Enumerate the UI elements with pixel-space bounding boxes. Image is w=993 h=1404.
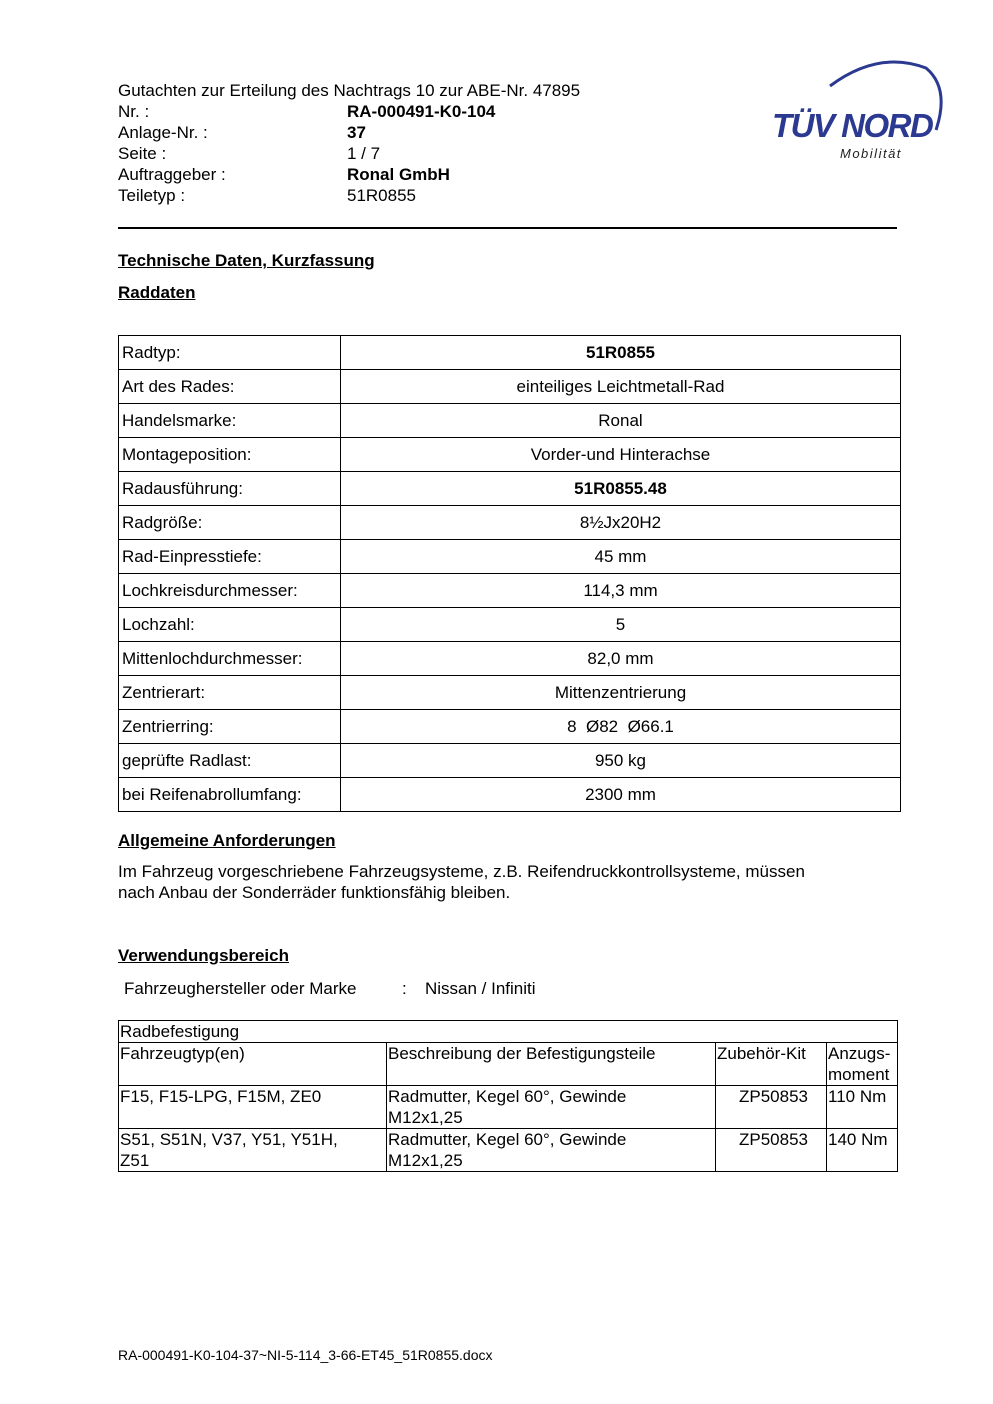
row-value: 8½Jx20H2: [341, 506, 901, 540]
header-row-anlage: [118, 122, 678, 143]
accessory-kit-cell: ZP50853: [716, 1086, 827, 1129]
header-row-seite: [118, 143, 678, 164]
row-label: geprüfte Radlast:: [119, 744, 341, 778]
header-label: Anlage-Nr. :: [118, 123, 208, 142]
header-label: Nr. :: [118, 102, 150, 121]
paragraph-line: Im Fahrzeug vorgeschriebene Fahrzeugsysteme, z.B. Reifendruckkontrollsysteme, müssen: [118, 862, 805, 881]
vehicle-type-cell: [119, 1086, 387, 1129]
row-value: 114,3 mm: [341, 574, 901, 608]
row-label: Radtyp:: [119, 336, 341, 370]
table-row: [119, 574, 901, 608]
row-value: 82,0 mm: [341, 642, 901, 676]
document-footer-filename: RA-000491-K0-104-37~NI-5-114_3-66-ET45_51R0855.docx: [118, 1347, 493, 1363]
table-row: [119, 778, 901, 812]
row-value: 8 Ø82 Ø66.1: [341, 710, 901, 744]
heading-verwendungsbereich: Verwendungsbereich: [118, 946, 289, 965]
header-value: 1 / 7: [347, 144, 381, 163]
heading-technische-daten: Technische Daten, Kurzfassung: [118, 251, 375, 270]
table-row: [119, 370, 901, 404]
description-cell: [387, 1129, 716, 1172]
header-value: Ronal GmbH: [347, 165, 450, 184]
table-row: [119, 472, 901, 506]
description-cell: [387, 1086, 716, 1129]
row-label: bei Reifenabrollumfang:: [119, 778, 341, 812]
table-caption: Radbefestigung: [119, 1021, 898, 1043]
header-torque: [827, 1043, 898, 1086]
table-row: [119, 438, 901, 472]
row-label: Handelsmarke:: [119, 404, 341, 438]
row-label: Lochkreisdurchmesser:: [119, 574, 341, 608]
header-torque-line: moment: [828, 1065, 890, 1084]
wheel-data-table: [118, 335, 901, 812]
table-row: [119, 506, 901, 540]
header-row-nr: [118, 101, 678, 122]
cell-line: F15, F15-LPG, F15M, ZE0: [120, 1087, 322, 1106]
header-divider: [118, 227, 897, 229]
paragraph-line: nach Anbau der Sonderräder funktionsfähig bleiben.: [118, 883, 511, 902]
row-value: einteiliges Leichtmetall-Rad: [341, 370, 901, 404]
header-vehicle-type: Fahrzeugtyp(en): [119, 1043, 387, 1086]
row-label: Radausführung:: [119, 472, 341, 506]
row-label: Art des Rades:: [119, 370, 341, 404]
table-row: [119, 676, 901, 710]
row-value: 51R0855.48: [341, 472, 901, 506]
torque-cell: 140 Nm: [827, 1129, 898, 1172]
row-value: Vorder-und Hinterachse: [341, 438, 901, 472]
table-row: [119, 404, 901, 438]
row-label: Lochzahl:: [119, 608, 341, 642]
table-row: [119, 744, 901, 778]
table-caption-row: [119, 1021, 898, 1043]
table-row: [119, 1129, 898, 1172]
document-title: Gutachten zur Erteilung des Nachtrags 10 zur ABE-Nr. 47895: [118, 81, 581, 100]
row-label: Radgröße:: [119, 506, 341, 540]
accessory-kit-cell: ZP50853: [716, 1129, 827, 1172]
header-row-auftraggeber: [118, 164, 678, 185]
row-value: 5: [341, 608, 901, 642]
cell-line: Radmutter, Kegel 60°, Gewinde: [388, 1087, 627, 1106]
logo-wordmark: TÜV NORD: [772, 107, 933, 144]
row-value: 2300 mm: [341, 778, 901, 812]
maker-value: Nissan / Infiniti: [425, 979, 536, 998]
tuv-nord-logo: [768, 58, 948, 168]
header-value: 37: [347, 123, 366, 142]
header-value: 51R0855: [347, 186, 417, 205]
vehicle-type-cell: [119, 1129, 387, 1172]
row-value: Mittenzentrierung: [341, 676, 901, 710]
header-accessory-kit: Zubehör-Kit: [716, 1043, 827, 1086]
table-row: [119, 608, 901, 642]
table-row: [119, 1086, 898, 1129]
heading-allgemeine-anforderungen: Allgemeine Anforderungen: [118, 831, 336, 850]
row-value: 45 mm: [341, 540, 901, 574]
maker-label: Fahrzeughersteller oder Marke: [124, 979, 357, 998]
header-label: Auftraggeber :: [118, 165, 226, 184]
row-label: Montageposition:: [119, 438, 341, 472]
row-label: Mittenlochdurchmesser:: [119, 642, 341, 676]
table-row: [119, 336, 901, 370]
torque-cell: 110 Nm: [827, 1086, 898, 1129]
header-row-teiletyp: [118, 185, 678, 206]
cell-line: M12x1,25: [388, 1108, 463, 1127]
header-value: RA-000491-K0-104: [347, 102, 496, 121]
header-torque-line: Anzugs-: [828, 1044, 891, 1063]
heading-raddaten: Raddaten: [118, 283, 196, 302]
cell-line: M12x1,25: [388, 1151, 463, 1170]
table-row: [119, 710, 901, 744]
row-value: Ronal: [341, 404, 901, 438]
row-label: Rad-Einpresstiefe:: [119, 540, 341, 574]
row-label: Zentrierart:: [119, 676, 341, 710]
cell-line: Z51: [120, 1151, 150, 1170]
cell-line: S51, S51N, V37, Y51, Y51H,: [120, 1130, 338, 1149]
maker-separator: :: [402, 979, 407, 998]
row-label: Zentrierring:: [119, 710, 341, 744]
allgemein-paragraph: [118, 861, 898, 903]
table-header-row: [119, 1043, 898, 1086]
document-header: [118, 80, 678, 206]
row-value: 51R0855: [341, 336, 901, 370]
header-description: Beschreibung der Befestigungsteile: [387, 1043, 716, 1086]
row-value: 950 kg: [341, 744, 901, 778]
wheel-fixing-table: [118, 1020, 898, 1172]
table-row: [119, 642, 901, 676]
header-label: Seite :: [118, 144, 167, 163]
logo-subtitle: Mobilität: [840, 146, 902, 161]
header-label: Teiletyp :: [118, 186, 186, 205]
cell-line: Radmutter, Kegel 60°, Gewinde: [388, 1130, 627, 1149]
maker-row: [124, 978, 536, 999]
table-row: [119, 540, 901, 574]
